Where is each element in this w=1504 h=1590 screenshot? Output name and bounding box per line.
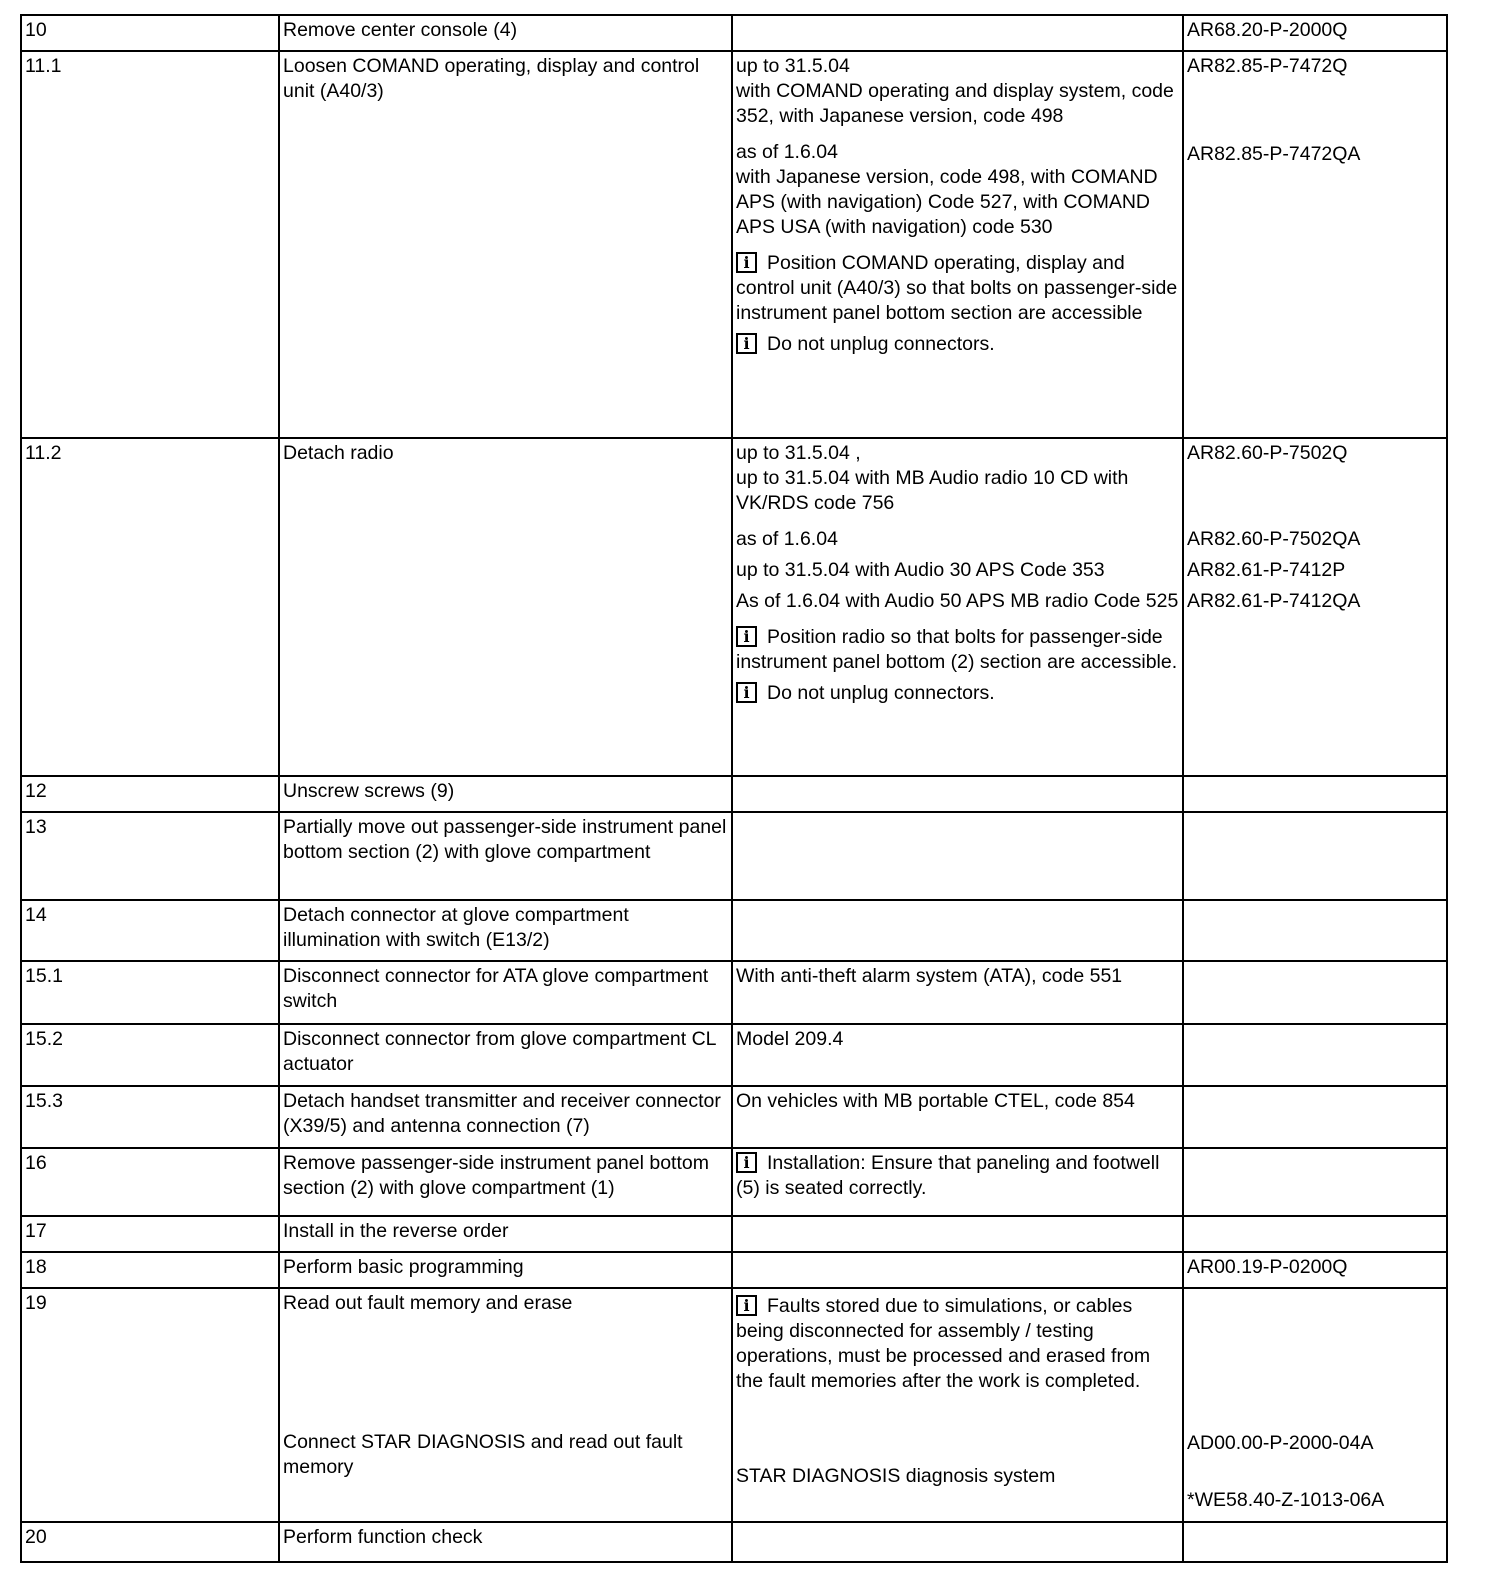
reference-cell: [1183, 1024, 1447, 1086]
step-number: 19: [21, 1288, 279, 1522]
step-number: 15.3: [21, 1086, 279, 1148]
step-number: 10: [21, 15, 279, 51]
operation-text: Loosen COMAND operating, display and control unit (A40/3): [279, 51, 732, 438]
info-icon: i: [736, 682, 757, 703]
step-number: 18: [21, 1252, 279, 1288]
condition-cell: [732, 1216, 1183, 1252]
step-number: 12: [21, 776, 279, 812]
table-row: [21, 438, 1447, 776]
step-number: 16: [21, 1148, 279, 1216]
condition-detail: with Japanese version, code 498, with COMAND APS (with navigation) Code 527, with COMAND APS USA (with navigation) code 530: [736, 166, 1158, 238]
condition-text: up to 31.5.04: [736, 55, 850, 77]
operation-text: Perform basic programming: [279, 1252, 732, 1288]
condition-text: up to 31.5.04 with Audio 30 APS Code 353: [736, 559, 1105, 581]
reference-link[interactable]: *WE58.40-Z-1013-06A: [1187, 1489, 1385, 1511]
step-number: 15.1: [21, 961, 279, 1024]
reference-link[interactable]: AR82.61-P-7412QA: [1187, 590, 1361, 612]
info-icon: i: [736, 333, 757, 354]
step-number: 11.1: [21, 51, 279, 438]
operation-text: Detach radio: [279, 438, 732, 776]
table-row: [21, 1024, 1447, 1086]
reference-cell: [1183, 1288, 1447, 1522]
condition-text: With anti-theft alarm system (ATA), code 551: [732, 961, 1183, 1024]
condition-cell: [732, 1288, 1183, 1522]
table-row: [21, 1522, 1447, 1562]
table-row: [21, 1216, 1447, 1252]
operation-text: Disconnect connector from glove compartment CL actuator: [279, 1024, 732, 1086]
note-text: Do not unplug connectors.: [767, 333, 995, 355]
condition-cell: [732, 812, 1183, 900]
reference-cell: [1183, 961, 1447, 1024]
condition-cell: [732, 51, 1183, 438]
info-note: [736, 1151, 1179, 1201]
info-note: [736, 332, 1179, 357]
step-number: 15.2: [21, 1024, 279, 1086]
operation-text: Install in the reverse order: [279, 1216, 732, 1252]
reference-cell: [1183, 1216, 1447, 1252]
reference-cell: [1183, 1522, 1447, 1562]
info-note: [736, 251, 1179, 326]
table-row: [21, 1148, 1447, 1216]
note-text: Do not unplug connectors.: [767, 682, 995, 704]
condition-cell: [732, 900, 1183, 961]
reference-cell: [1183, 438, 1447, 776]
note-text: Faults stored due to simulations, or cables being disconnected for assembly / testing operations, must be processed and erased from the fault memories after the work is completed.: [736, 1295, 1151, 1392]
step-number: 11.2: [21, 438, 279, 776]
reference-link[interactable]: AR82.61-P-7412P: [1187, 559, 1346, 581]
operation-text: Remove passenger-side instrument panel bottom section (2) with glove compartment (1): [279, 1148, 732, 1216]
condition-cell: [732, 1148, 1183, 1216]
condition-cell: [732, 1252, 1183, 1288]
reference-cell: [1183, 812, 1447, 900]
reference-cell: [1183, 776, 1447, 812]
table-row: [21, 900, 1447, 961]
condition-text: STAR DIAGNOSIS diagnosis system: [736, 1465, 1056, 1487]
operation-text: Detach connector at glove compartment illumination with switch (E13/2): [279, 900, 732, 961]
condition-cell: [732, 1522, 1183, 1562]
condition-cell: [732, 776, 1183, 812]
operation-cell: [279, 1288, 732, 1522]
reference-cell: [1183, 1148, 1447, 1216]
info-icon: i: [736, 1152, 757, 1173]
reference-link[interactable]: AR82.85-P-7472QA: [1187, 143, 1361, 165]
table-row: [21, 15, 1447, 51]
operation-text: Perform function check: [279, 1522, 732, 1562]
operation-text: Unscrew screws (9): [279, 776, 732, 812]
note-text: Installation: Ensure that paneling and footwell (5) is seated correctly.: [736, 1152, 1160, 1199]
note-text: Position COMAND operating, display and control unit (A40/3) so that bolts on passenger-side instrument panel bottom section are accessible: [736, 252, 1178, 324]
condition-text: as of 1.6.04: [736, 141, 838, 163]
table-row: [21, 1288, 1447, 1522]
operation-text: Connect STAR DIAGNOSIS and read out fault memory: [283, 1431, 683, 1478]
step-number: 20: [21, 1522, 279, 1562]
condition-text: As of 1.6.04 with Audio 50 APS MB radio Code 525: [736, 590, 1179, 612]
info-icon: i: [736, 1295, 757, 1316]
condition-cell: [732, 438, 1183, 776]
condition-detail: with COMAND operating and display system, code 352, with Japanese version, code 498: [736, 80, 1174, 127]
procedure-table: [20, 14, 1448, 1563]
reference-cell: [1183, 1086, 1447, 1148]
table-row: [21, 51, 1447, 438]
reference-link[interactable]: AR68.20-P-2000Q: [1183, 15, 1447, 51]
step-number: 13: [21, 812, 279, 900]
reference-link[interactable]: AR82.60-P-7502QA: [1187, 528, 1361, 550]
reference-link[interactable]: AD00.00-P-2000-04A: [1187, 1432, 1374, 1454]
condition-cell: [732, 15, 1183, 51]
table-row: [21, 812, 1447, 900]
condition-text: On vehicles with MB portable CTEL, code 854: [732, 1086, 1183, 1148]
info-icon: i: [736, 252, 757, 273]
reference-link[interactable]: AR00.19-P-0200Q: [1183, 1252, 1447, 1288]
reference-cell: [1183, 51, 1447, 438]
operation-text: Read out fault memory and erase: [283, 1292, 573, 1314]
operation-text: Remove center console (4): [279, 15, 732, 51]
info-note: [736, 681, 1179, 706]
operation-text: Disconnect connector for ATA glove compartment switch: [279, 961, 732, 1024]
reference-link[interactable]: AR82.85-P-7472Q: [1187, 55, 1348, 77]
condition-text: Model 209.4: [732, 1024, 1183, 1086]
table-row: [21, 961, 1447, 1024]
note-text: Position radio so that bolts for passenger-side instrument panel bottom (2) section are accessible.: [736, 626, 1178, 673]
operation-text: Partially move out passenger-side instrument panel bottom section (2) with glove compartment: [279, 812, 732, 900]
reference-cell: [1183, 900, 1447, 961]
reference-link[interactable]: AR82.60-P-7502Q: [1187, 442, 1348, 464]
table-row: [21, 1252, 1447, 1288]
info-note: [736, 1294, 1179, 1394]
step-number: 17: [21, 1216, 279, 1252]
step-number: 14: [21, 900, 279, 961]
condition-text: as of 1.6.04: [736, 528, 838, 550]
info-note: [736, 625, 1179, 675]
condition-text: up to 31.5.04 ,: [736, 442, 861, 464]
info-icon: i: [736, 626, 757, 647]
operation-text: Detach handset transmitter and receiver connector (X39/5) and antenna connection (7): [279, 1086, 732, 1148]
table-row: [21, 776, 1447, 812]
condition-detail: up to 31.5.04 with MB Audio radio 10 CD with VK/RDS code 756: [736, 467, 1129, 514]
table-row: [21, 1086, 1447, 1148]
